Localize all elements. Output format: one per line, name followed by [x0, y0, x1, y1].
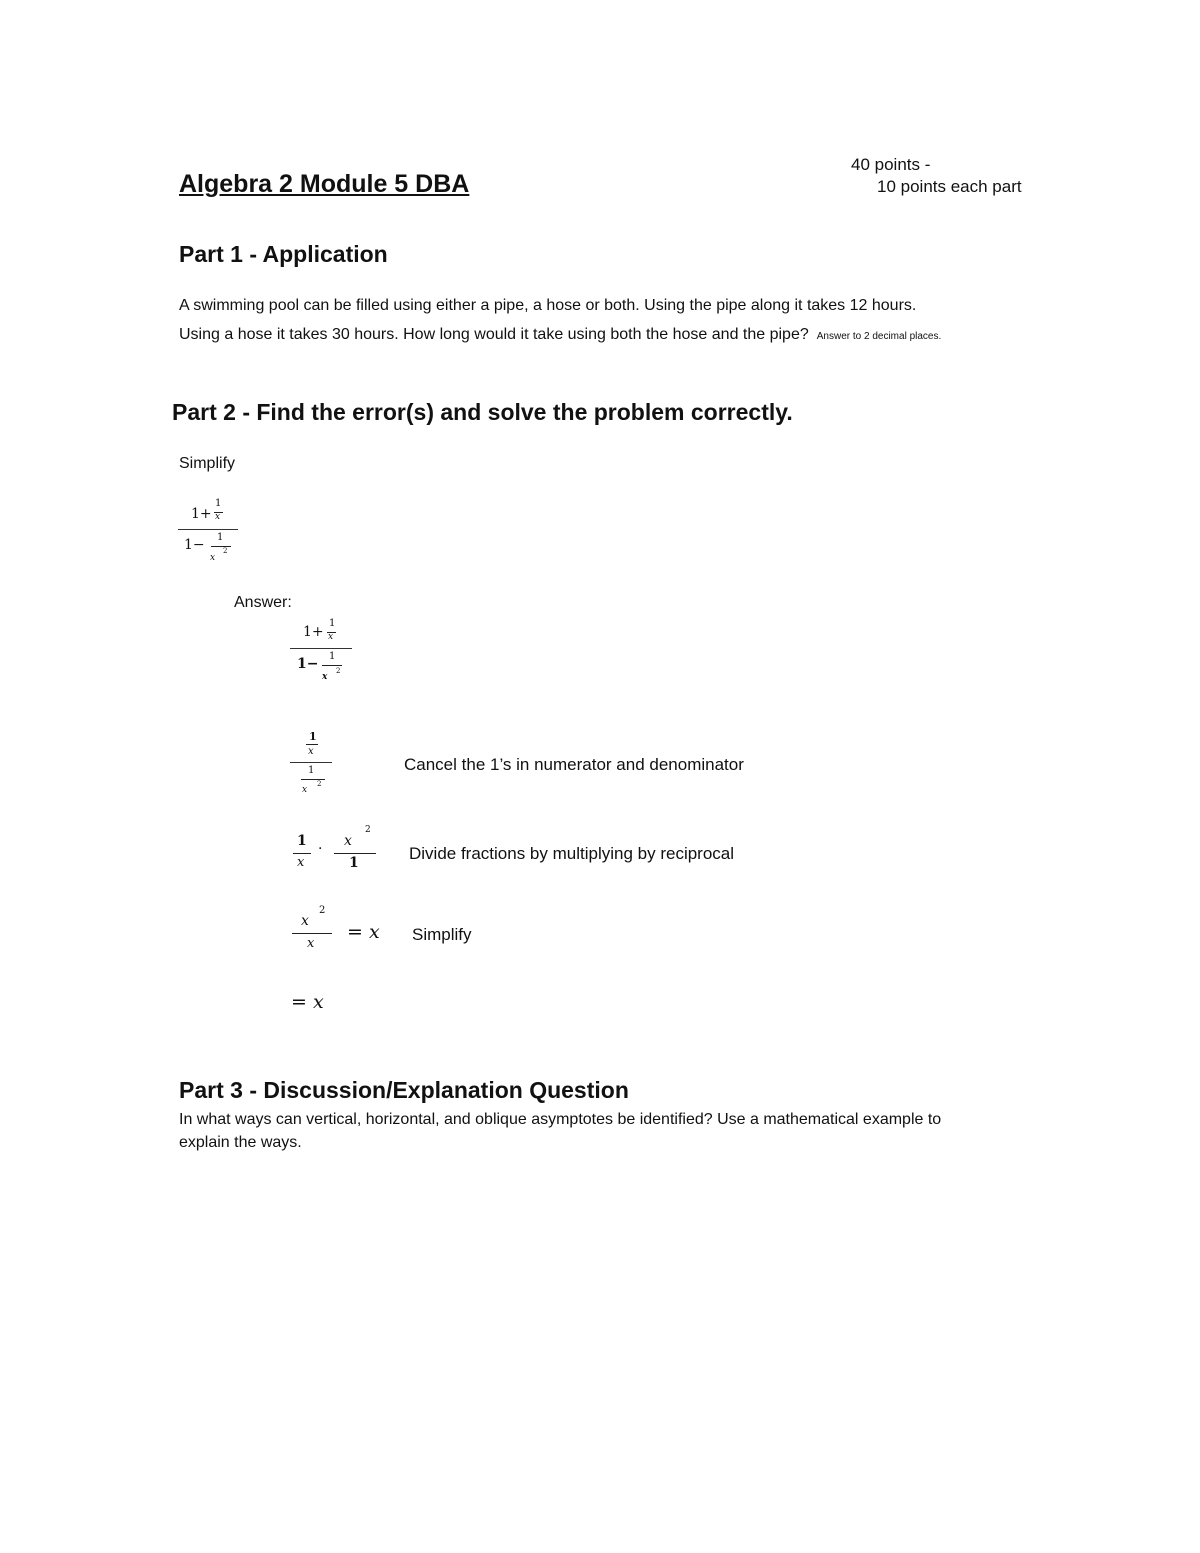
- part2-heading: Part 2 - Find the error(s) and solve the problem correctly.: [172, 399, 793, 425]
- part2-instruction: Simplify: [179, 455, 236, 472]
- part1-question-line-2: [179, 326, 941, 344]
- problem-complex-fraction: 1+ 1 x 1− 1 x 2: [175, 498, 245, 570]
- step3-multiplication: 1 x · x 2 1: [287, 825, 387, 875]
- part1-question-line-1: A swimming pool can be filled using either a pipe, a hose or both. Using the pipe along it takes 12 hours.: [179, 297, 917, 314]
- part3-question-line-2: explain the ways.: [179, 1134, 302, 1151]
- points-line-1: 40 points -: [851, 155, 931, 174]
- part3-question-line-1: In what ways can vertical, horizontal, and oblique asymptotes be identified? Use a mathematical example to: [179, 1111, 942, 1128]
- step4-simplification: x 2 x = x: [287, 905, 397, 955]
- part1-heading: Part 1 - Application: [179, 241, 388, 267]
- answer-label: Answer:: [234, 594, 292, 611]
- step2-explanation: Cancel the 1’s in numerator and denominator: [404, 755, 744, 774]
- part1-question-text: Using a hose it takes 30 hours. How long would it take using both the hose and the pipe?: [179, 326, 809, 343]
- step1-complex-fraction: 1+ 1 x 1− 1 x 2: [287, 616, 357, 688]
- part1-precision-note: Answer to 2 decimal places.: [816, 331, 942, 342]
- points-line-2: 10 points each part: [877, 177, 1022, 196]
- part3-heading: Part 3 - Discussion/Explanation Question: [179, 1077, 629, 1103]
- step3-explanation: Divide fractions by multiplying by reciprocal: [409, 844, 735, 863]
- page-title: Algebra 2 Module 5 DBA: [179, 170, 470, 198]
- final-result: = x: [291, 991, 324, 1013]
- step4-explanation: Simplify: [412, 925, 472, 944]
- step2-fraction: 1 x 1 x 2: [287, 730, 337, 800]
